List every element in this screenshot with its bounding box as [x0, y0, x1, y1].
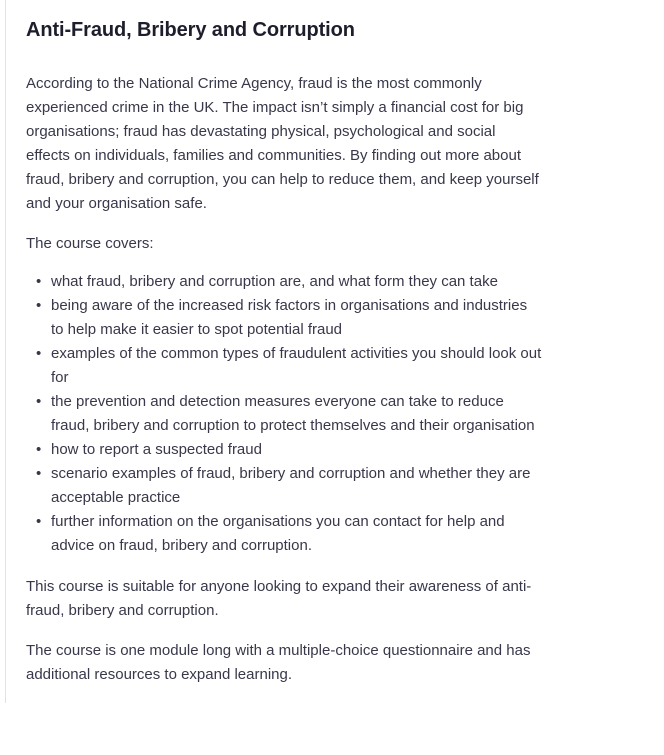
- list-item-label: examples of the common types of fraudulent activities you should look out for: [51, 345, 542, 386]
- list-item-label: further information on the organisations you can contact for help and advice on fraud, bribery and corruption.: [51, 513, 505, 554]
- list-item: [26, 294, 542, 342]
- bullet-icon: •: [36, 393, 42, 410]
- course-description-content: [26, 0, 542, 687]
- list-item-label: the prevention and detection measures everyone can take to reduce fraud, bribery and corruption to protect themselves and their organisation: [51, 393, 535, 434]
- intro-paragraph: According to the National Crime Agency, fraud is the most commonly experienced crime in the UK. The impact isn’t simply a financial cost for big organisations; fraud has devastating physical, psychological and social effects on individuals, families and communities. By finding out more about fraud, bribery and corruption, you can help to reduce them, and keep yourself and your organisation safe.: [26, 75, 539, 212]
- bullet-icon: •: [36, 465, 42, 482]
- list-item: [26, 390, 542, 438]
- list-item-label: what fraud, bribery and corruption are, and what form they can take: [51, 273, 498, 290]
- list-item-label: being aware of the increased risk factors in organisations and industries to help make it easier to spot potential fraud: [51, 297, 528, 338]
- list-item: [26, 462, 542, 510]
- course-covers-lead: The course covers:: [26, 235, 154, 252]
- bullet-icon: •: [36, 441, 42, 458]
- list-item: [26, 270, 542, 294]
- bullet-icon: •: [36, 273, 42, 290]
- list-item: [26, 438, 542, 462]
- page-title: Anti-Fraud, Bribery and Corruption: [26, 19, 355, 41]
- course-topics-list: [26, 256, 542, 558]
- bullet-icon: •: [36, 345, 42, 362]
- bullet-icon: •: [36, 513, 42, 530]
- list-item-label: scenario examples of fraud, bribery and corruption and whether they are acceptable practice: [51, 465, 531, 506]
- list-item: [26, 510, 542, 558]
- list-item-label: how to report a suspected fraud: [51, 441, 262, 458]
- left-vertical-rule: [5, 0, 6, 703]
- suitability-paragraph: This course is suitable for anyone looking to expand their awareness of anti-fraud, bribery and corruption.: [26, 578, 532, 619]
- module-info-paragraph: The course is one module long with a multiple-choice questionnaire and has additional resources to expand learning.: [26, 642, 531, 683]
- list-item: [26, 342, 542, 390]
- bullet-icon: •: [36, 297, 42, 314]
